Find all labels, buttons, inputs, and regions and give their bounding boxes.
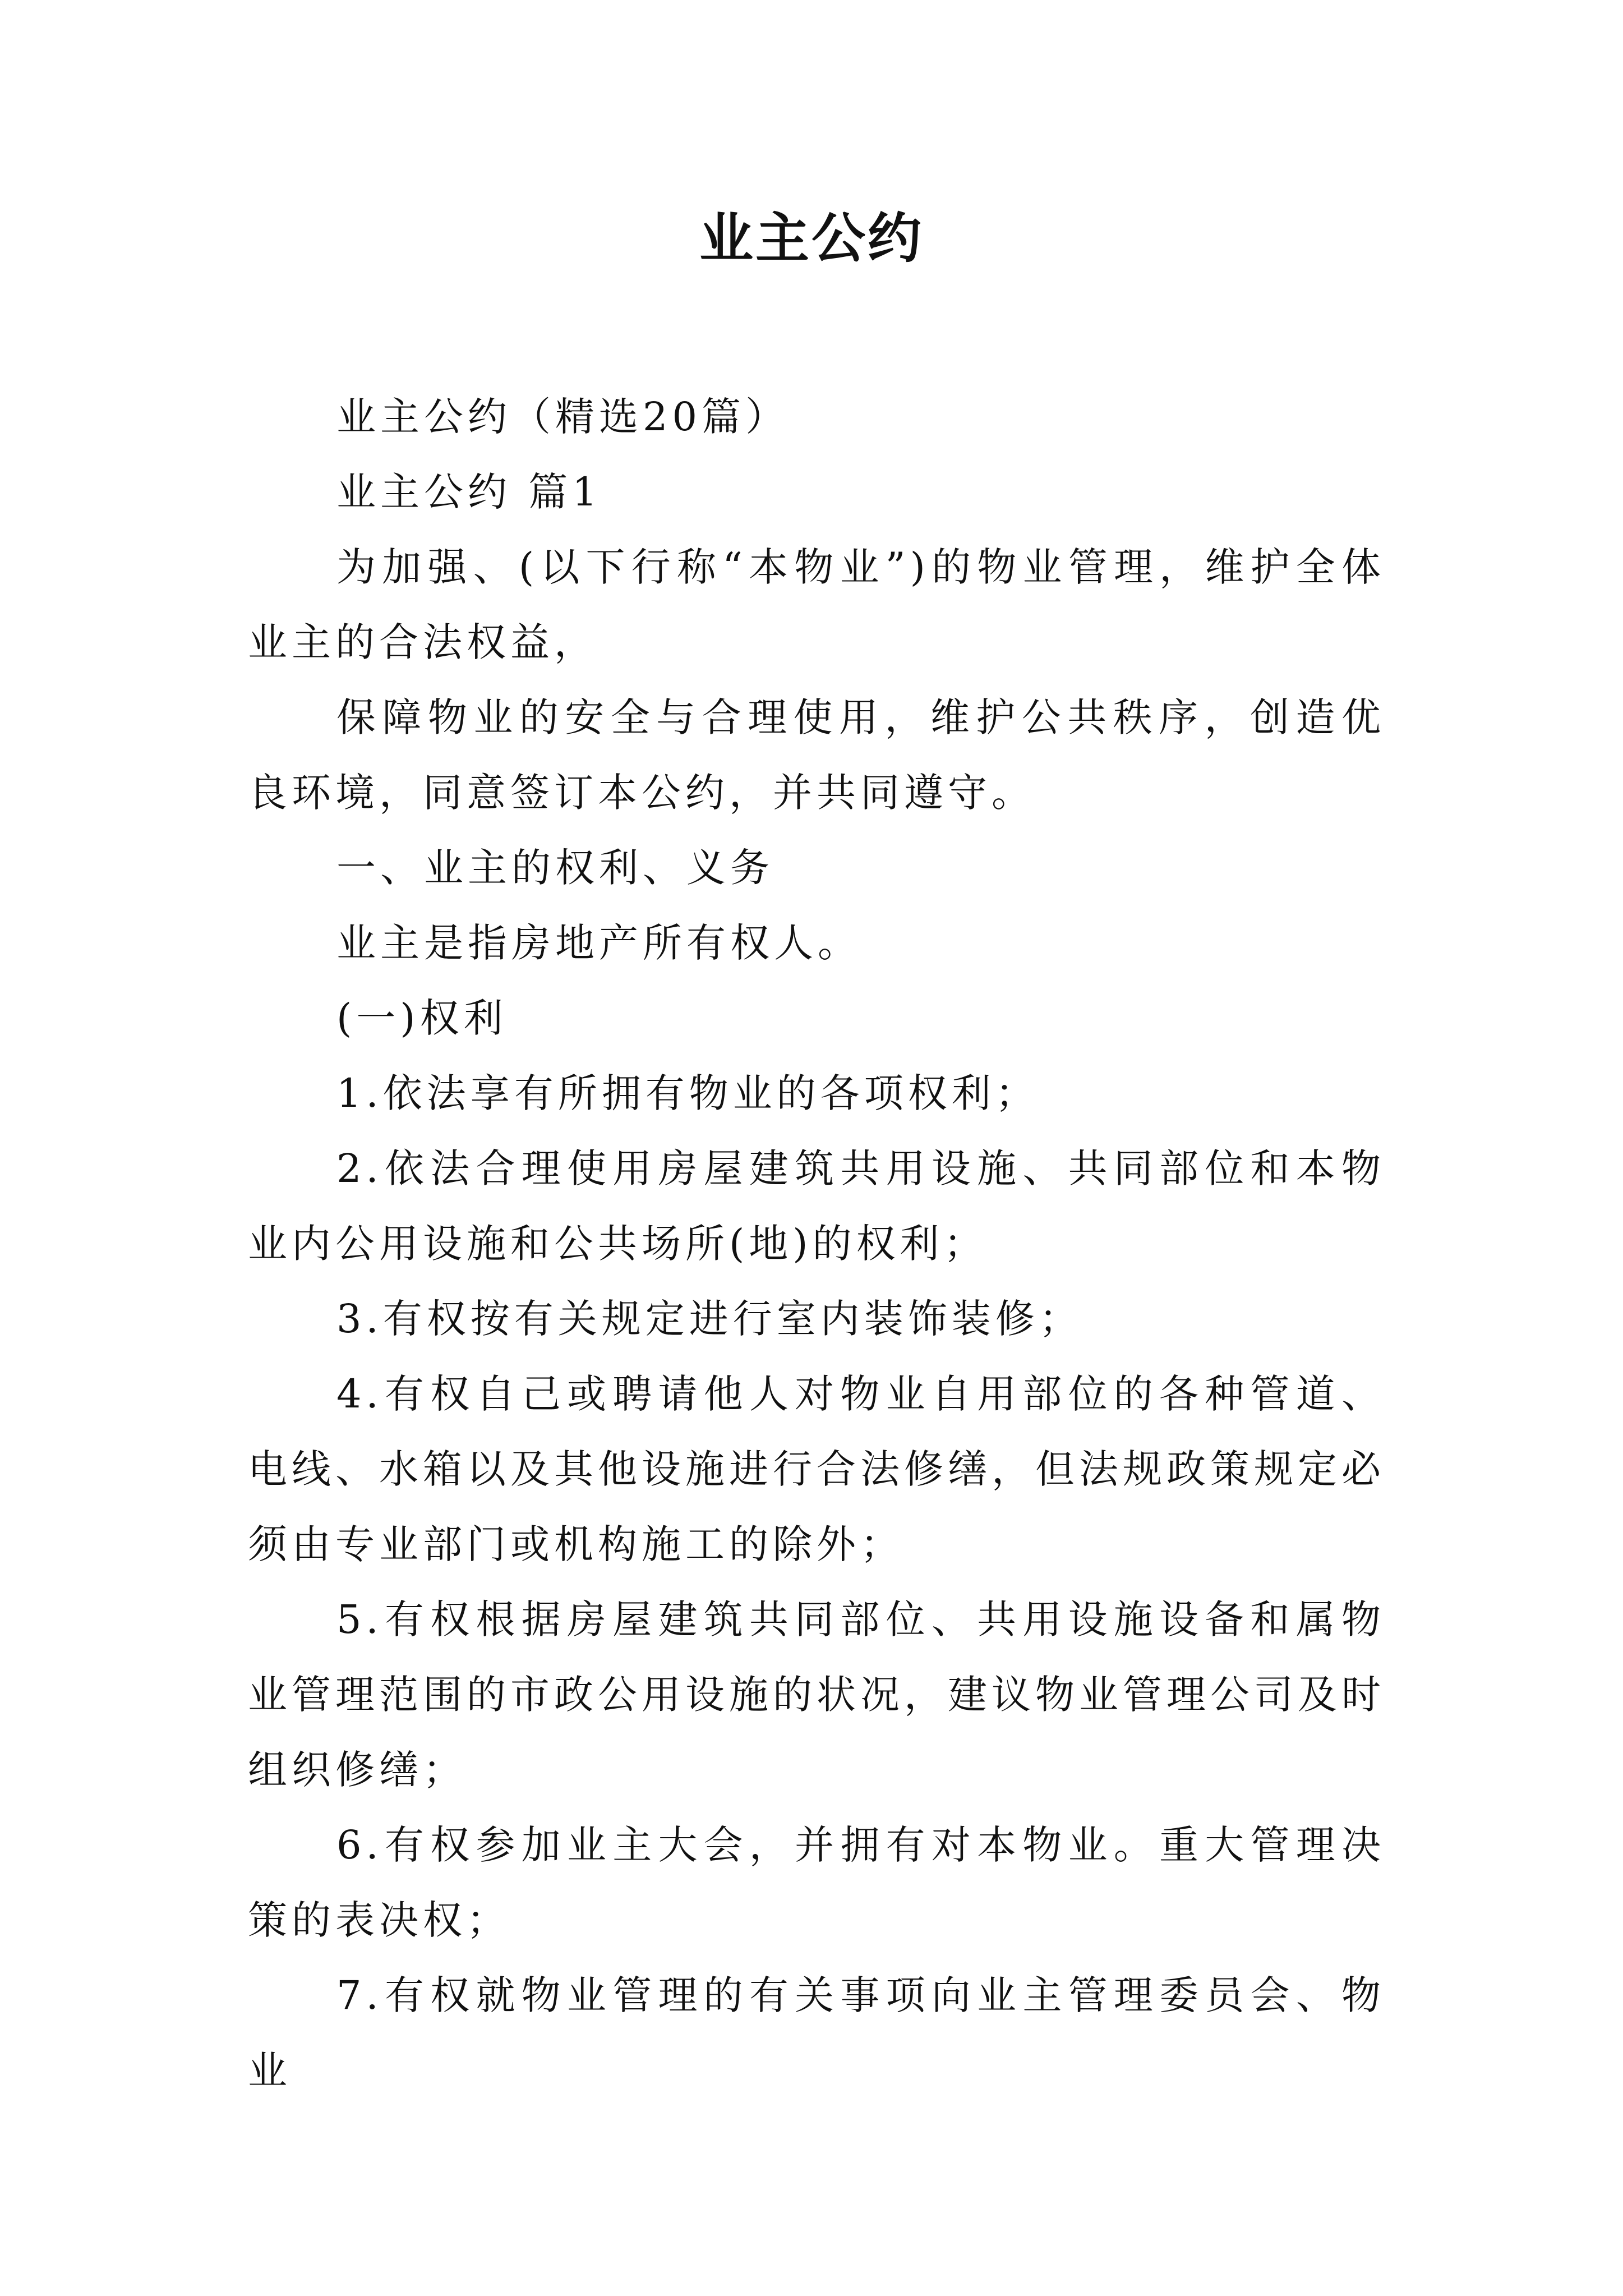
document-title: 业主公约	[699, 206, 924, 270]
paragraph: 业主公约（精选20篇）	[336, 394, 790, 440]
paragraph: 业主公约 篇1	[336, 469, 602, 515]
document-body	[248, 379, 1385, 2108]
paragraph: 业主是指房地产所有权人。	[336, 920, 861, 966]
list-item: 1.依法享有所拥有物业的各项权利；	[336, 1070, 1039, 1116]
list-item: 7.有权就物业管理的有关事项向业主管理委员会、物业	[248, 1972, 1385, 2093]
list-item: 6.有权参加业主大会，并拥有对本物业。重大管理决策的表决权；	[248, 1822, 1385, 1943]
list-item: 3.有权按有关规定进行室内装饰装修；	[336, 1296, 1083, 1342]
paragraph: 保障物业的安全与合理使用，维护公共秩序，创造优良环境，同意签订本公约，并共同遵守。	[248, 694, 1385, 816]
paragraph: 为加强、(以下行称“本物业”)的物业管理，维护全体业主的合法权益，	[248, 544, 1385, 665]
list-item: 2.依法合理使用房屋建筑共用设施、共同部位和本物业内公用设施和公共场所(地)的权利；	[248, 1145, 1385, 1267]
section-heading: 一、业主的权利、义务	[336, 845, 774, 891]
list-item: 4.有权自己或聘请他人对物业自用部位的各种管道、电线、水箱以及其他设施进行合法修缮，但法规政策规定必须由专业部门或机构施工的除外；	[248, 1371, 1385, 1567]
subsection-heading: (一)权利	[336, 995, 508, 1041]
list-item: 5.有权根据房屋建筑共同部位、共用设施设备和属物业管理范围的市政公用设施的状况，建议物业管理公司及时组织修缮；	[248, 1596, 1385, 1793]
